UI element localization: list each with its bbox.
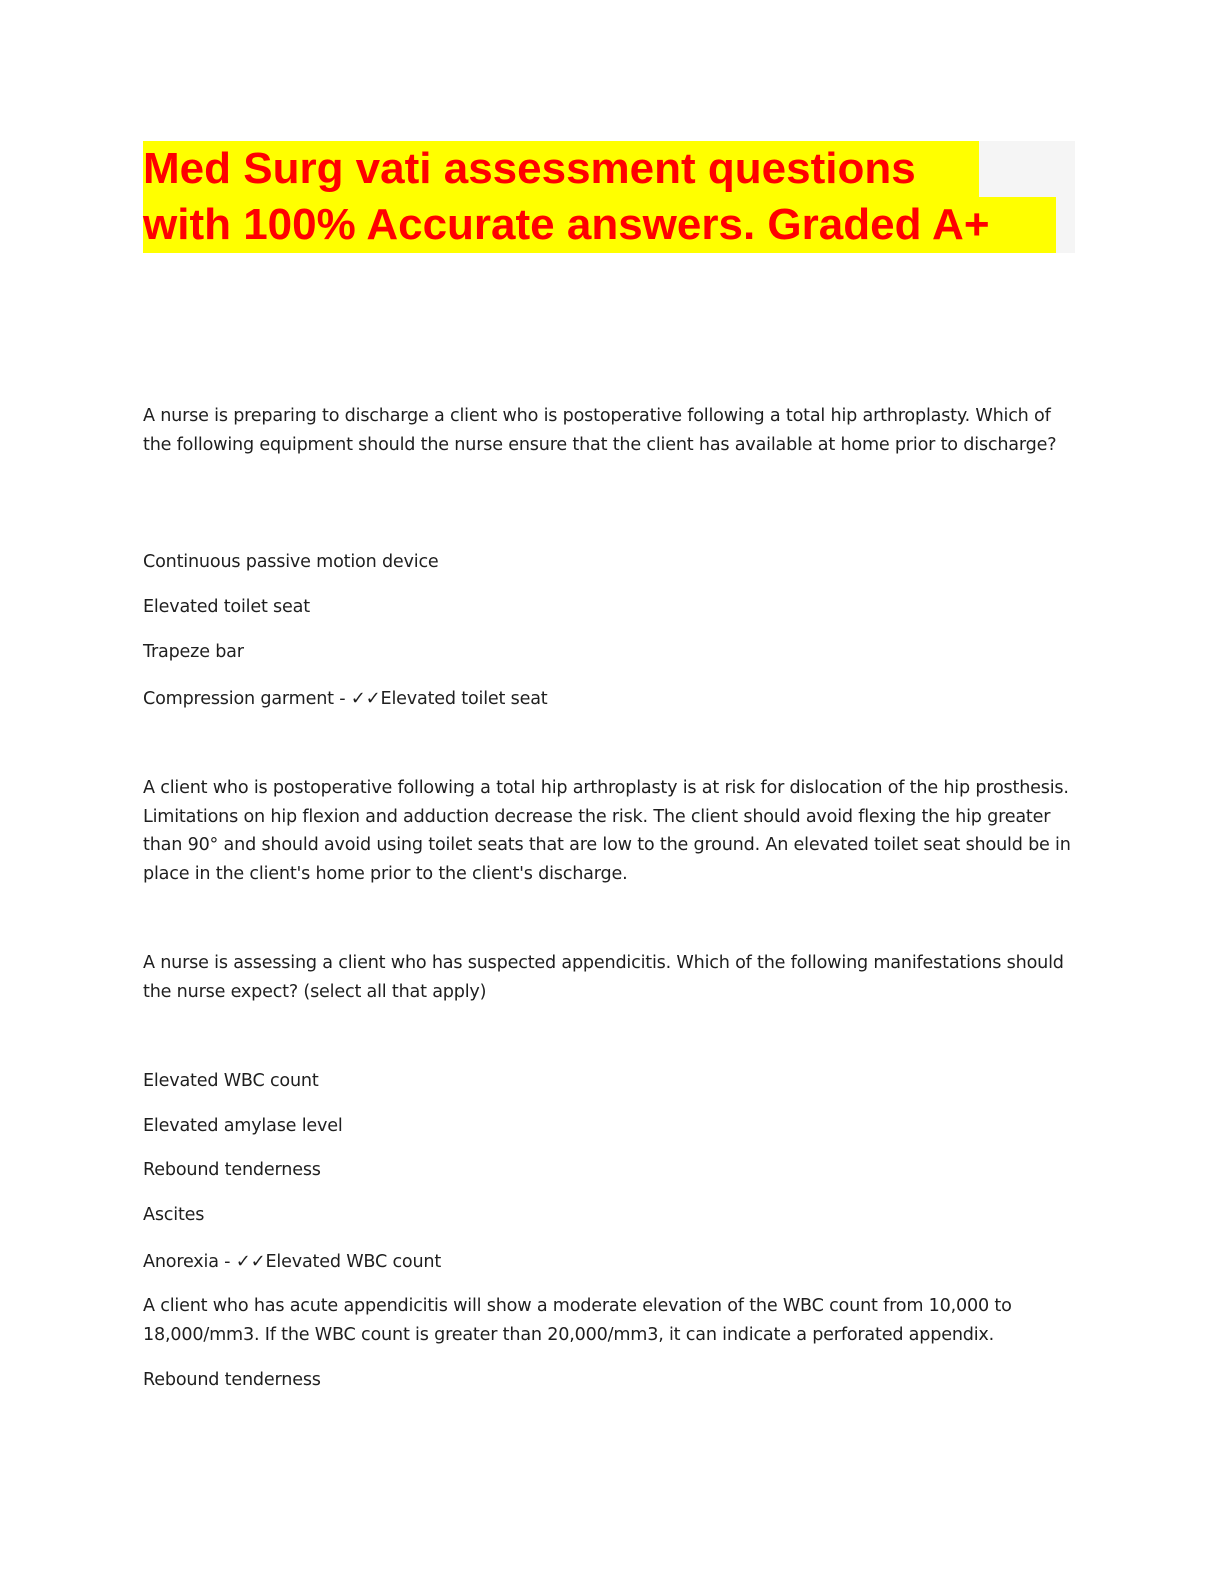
q2-option-1: Elevated WBC count xyxy=(143,1071,319,1091)
q2-option-2: Elevated amylase level xyxy=(143,1116,343,1136)
check-mark-icon: ✓✓ xyxy=(235,1251,266,1272)
q2-rationale: A client who has acute appendicitis will show a moderate elevation of the WBC count from 10,000 to 18,000/mm3. If the WBC count is greater than 20,000/mm3, it can indicate a perforated appendix. xyxy=(143,1296,1012,1345)
q1-rationale: A client who is postoperative following a total hip arthroplasty is at risk for dislocation of the hip prosthesis. Limitations on hip flexion and adduction decrease the risk. The client should avoid flexing the hip greater than 90° and should avoid using toilet seats that are low to the ground. An elevated toilet seat should be in place in the client's home prior to the client's discharge. xyxy=(143,778,1071,884)
q1-option-4: Compression garment - xyxy=(143,689,351,709)
document-title xyxy=(143,141,1075,253)
q1-answer: Elevated toilet seat xyxy=(380,689,548,709)
q2-option-4: Ascites xyxy=(143,1205,205,1225)
q2-answer: Elevated WBC count xyxy=(265,1252,442,1272)
check-mark-icon: ✓✓ xyxy=(350,688,381,709)
q2-next-answer: Rebound tenderness xyxy=(143,1370,321,1390)
title-line-2 xyxy=(143,197,1056,253)
question-2-text: A nurse is assessing a client who has suspected appendicitis. Which of the following manifestations should the nurse expect? (select all that apply) xyxy=(143,953,1064,1002)
q2-option-3: Rebound tenderness xyxy=(143,1160,321,1180)
q1-option-4-answer-line xyxy=(143,687,547,711)
q1-option-3: Trapeze bar xyxy=(143,642,244,662)
title-line-1 xyxy=(143,141,979,197)
title-line-2-text: with 100% Accurate answers. Graded A+ xyxy=(143,200,990,249)
q2-option-5: Anorexia - xyxy=(143,1252,236,1272)
q2-option-5-answer-line xyxy=(143,1250,441,1274)
title-line-1-text: Med Surg vati assessment questions xyxy=(143,144,916,193)
q1-option-1: Continuous passive motion device xyxy=(143,552,439,572)
question-1-text: A nurse is preparing to discharge a client who is postoperative following a total hip arthroplasty. Which of the following equipment should the nurse ensure that the client has available at home prior to discharge? xyxy=(143,406,1057,455)
q1-option-2: Elevated toilet seat xyxy=(143,597,310,617)
